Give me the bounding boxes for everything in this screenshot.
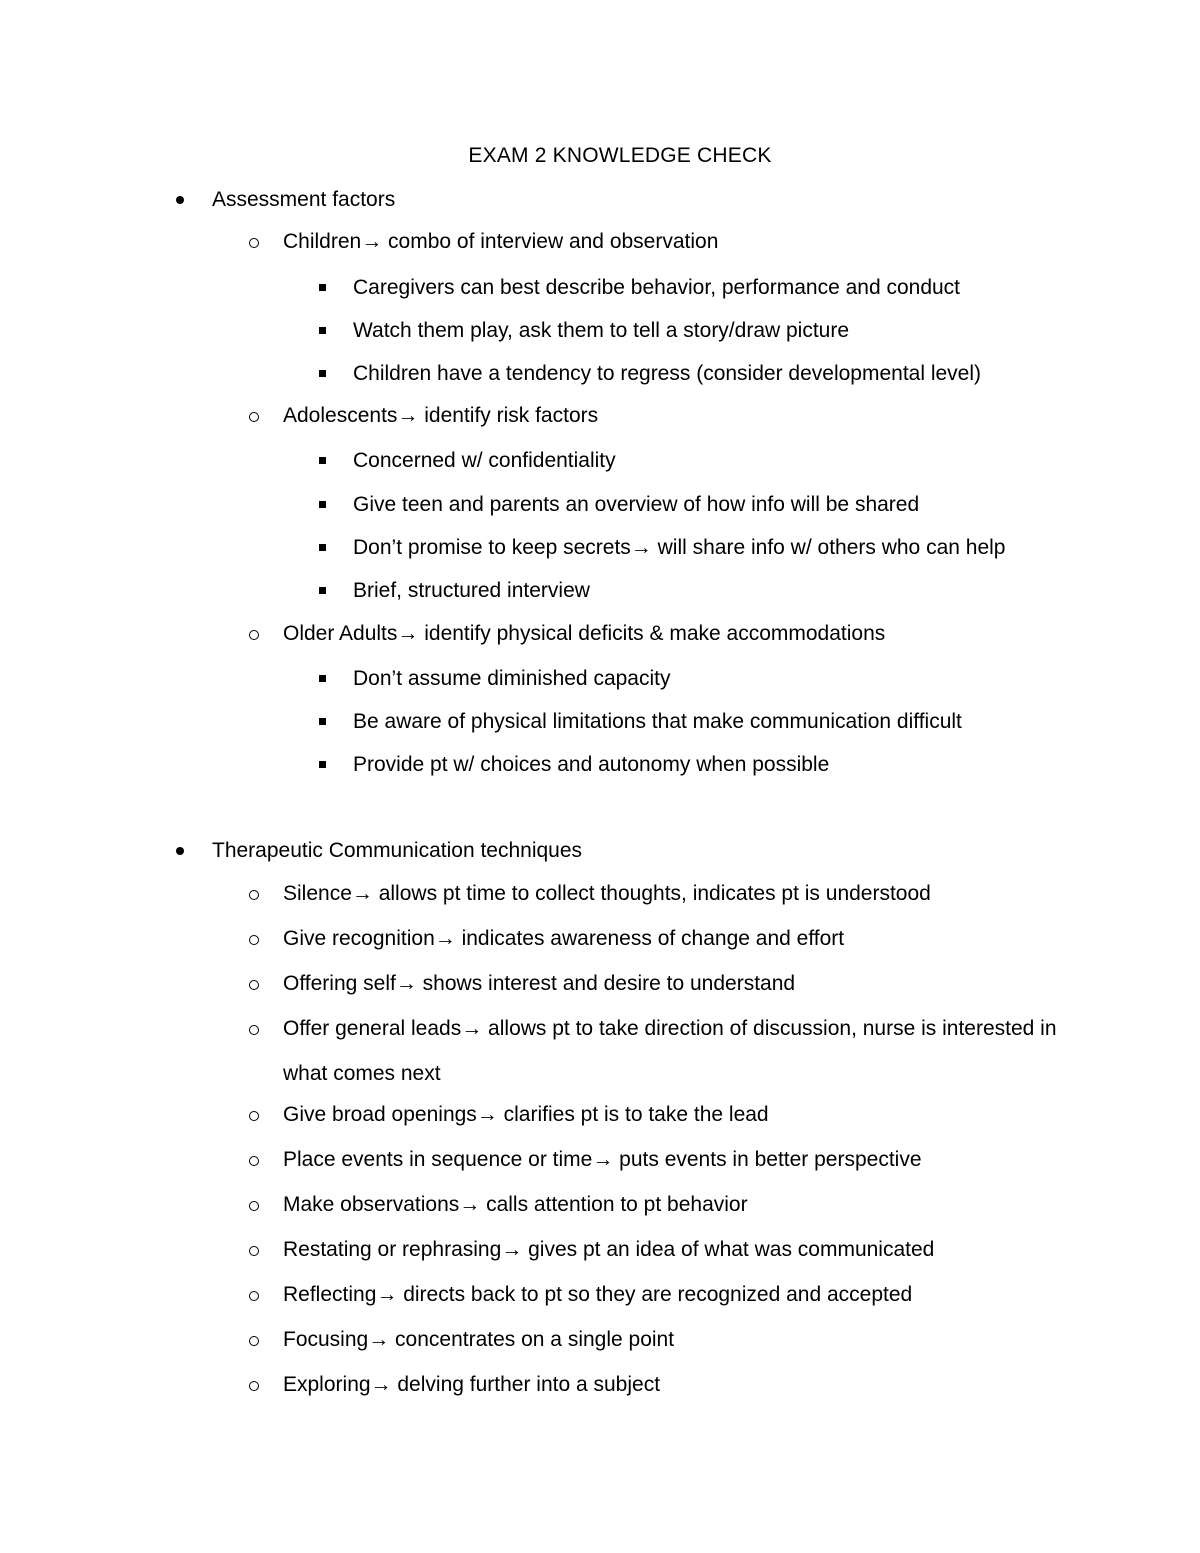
bullet-circle-icon	[249, 1156, 259, 1166]
bullet-square-icon	[319, 501, 326, 508]
bullet-circle-icon	[249, 935, 259, 945]
bullet-square-icon	[319, 327, 326, 334]
bullet-square-icon	[319, 761, 326, 768]
bullet-square-icon	[319, 587, 326, 594]
bullet-circle-icon	[249, 1246, 259, 1256]
list-item: Offer general leads→ allows pt to take direction of discussion, nurse is interested in what comes next	[0, 1006, 1200, 1096]
bullet-square-icon	[319, 544, 326, 551]
bullet-circle-icon	[249, 1336, 259, 1346]
bullet-circle-icon	[249, 238, 259, 248]
bullet-circle-icon	[249, 980, 259, 990]
document-page: EXAM 2 KNOWLEDGE CHECK Assessment factors Children→ combo of interview and observation Caregivers can best describe behavior, performance and conduct Watch them play, ask them to tell a story/draw picture Children have a tendency to regress (consider developmental level) Adolescents→ identify risk factors Concerned w/ confidentiality Give teen and parents an overview of how info will be shared Don’t promise to keep secrets→ will share info w/ others who can help Brief, structured interview Older Adults→ identify physical deficits & make accommodations Don’t assume diminished capacity Be aware of physical limitations that make communication difficult Provide pt w/ choices and autonomy when possible Therapeutic Communication techniques Silence→ allows pt time to collect thoughts, indicates pt is understood Give recognition→ indicates awareness of change and effort Offering self→ shows interest and desire to understand Offer general leads→ allows pt to take direction of discussion, nurse is interested in what comes next Give broad openings→ clarifies pt is to take the lead Place events in sequence or time→ puts events in better perspective Make observations→ calls attention to pt behavior Restating or rephrasing→ gives pt an idea of what was communicated Reflecting→ directs back to pt so they are recognized and accepted Focusing→ concentrates on a single point Exploring→ delving further into a subject	[0, 0, 1200, 1553]
bullet-dot-icon	[176, 847, 184, 855]
bullet-circle-icon	[249, 1111, 259, 1121]
bullet-square-icon	[319, 370, 326, 377]
bullet-square-icon	[319, 457, 326, 464]
bullet-dot-icon	[176, 196, 184, 204]
bullet-square-icon	[319, 284, 326, 291]
bullet-circle-icon	[249, 1201, 259, 1211]
bullet-circle-icon	[249, 890, 259, 900]
bullet-circle-icon	[249, 1025, 259, 1035]
bullet-circle-icon	[249, 630, 259, 640]
document-title: EXAM 2 KNOWLEDGE CHECK	[468, 144, 772, 167]
bullet-square-icon	[319, 675, 326, 682]
bullet-circle-icon	[249, 412, 259, 422]
bullet-circle-icon	[249, 1381, 259, 1391]
bullet-circle-icon	[249, 1291, 259, 1301]
bullet-square-icon	[319, 718, 326, 725]
